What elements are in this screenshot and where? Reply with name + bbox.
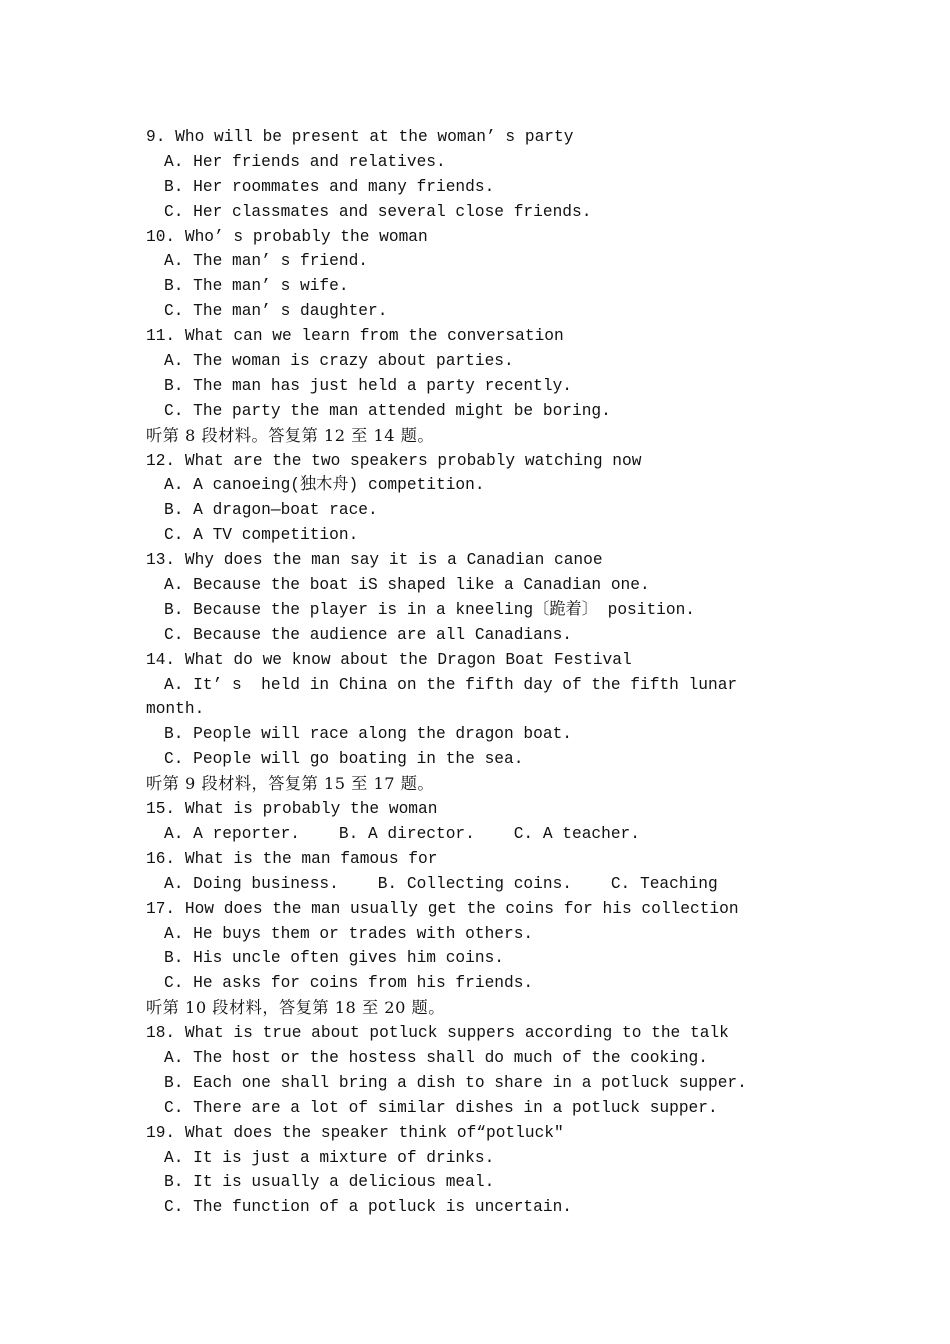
option-14a: A. It’ s held in China on the fifth day of the fifth lunar <box>164 675 738 694</box>
option-17c: C. He asks for coins from his friends. <box>164 974 534 993</box>
option-10b: B. The man’ s wife. <box>164 277 349 296</box>
question-15: 15. What is probably the woman <box>146 800 438 819</box>
option-10a: A. The man’ s friend. <box>164 252 368 271</box>
question-16: 16. What is the man famous for <box>146 849 438 868</box>
options-16: A. Doing business. B. Collecting coins. C. Teaching <box>164 874 718 893</box>
question-17: 17. How does the man usually get the coins for his collection <box>146 899 739 918</box>
option-10c: C. The man’ s daughter. <box>164 302 388 321</box>
option-14a-continued: month. <box>146 700 205 719</box>
option-18c: C. There are a lot of similar dishes in a potluck supper. <box>164 1098 718 1117</box>
option-12b: B. A dragon—boat race. <box>164 501 378 520</box>
question-19: 19. What does the speaker think of“potluck″ <box>146 1123 564 1142</box>
question-13: 13. Why does the man say it is a Canadian canoe <box>146 551 603 570</box>
exam-page <box>146 125 746 1220</box>
option-13a: A. Because the boat iS shaped like a Canadian one. <box>164 576 650 595</box>
option-17a: A. He buys them or trades with others. <box>164 924 534 943</box>
option-14b: B. People will race along the dragon boat. <box>164 725 572 744</box>
option-12c: C. A TV competition. <box>164 526 359 545</box>
question-12: 12. What are the two speakers probably watching now <box>146 451 642 470</box>
option-19a: A. It is just a mixture of drinks. <box>164 1148 495 1167</box>
option-17b: B. His uncle often gives him coins. <box>164 949 504 968</box>
option-11c: C. The party the man attended might be boring. <box>164 401 611 420</box>
question-18: 18. What is true about potluck suppers according to the talk <box>146 1024 729 1043</box>
section-instruction-9: 听第 9 段材料，答复第 15 至 17 题。 <box>146 774 435 794</box>
option-14c: C. People will go boating in the sea. <box>164 750 524 769</box>
section-instruction-8: 听第 8 段材料。答复第 12 至 14 题。 <box>146 425 435 445</box>
question-9: 9. Who will be present at the woman’ s party <box>146 128 574 146</box>
question-14: 14. What do we know about the Dragon Boat Festival <box>146 650 632 669</box>
option-18a: A. The host or the hostess shall do much of the cooking. <box>164 1048 708 1067</box>
options-15: A. A reporter. B. A director. C. A teacher. <box>164 824 640 843</box>
option-18b: B. Each one shall bring a dish to share in a potluck supper. <box>164 1073 747 1092</box>
question-10: 10. Who’ s probably the woman <box>146 227 428 246</box>
option-12a: A. A canoeing(独木舟) competition. <box>164 476 485 495</box>
section-instruction-10: 听第 10 段材料，答复第 18 至 20 题。 <box>146 998 445 1018</box>
option-11a: A. The woman is crazy about parties. <box>164 352 514 371</box>
option-11b: B. The man has just held a party recently. <box>164 376 572 395</box>
option-9c: C. Her classmates and several close friends. <box>164 202 592 221</box>
option-9a: A. Her friends and relatives. <box>164 152 446 171</box>
option-9b: B. Her roommates and many friends. <box>164 177 495 196</box>
option-13c: C. Because the audience are all Canadians. <box>164 625 572 644</box>
option-19b: B. It is usually a delicious meal. <box>164 1173 495 1192</box>
question-11: 11. What can we learn from the conversation <box>146 327 564 346</box>
option-19c: C. The function of a potluck is uncertain. <box>164 1198 572 1217</box>
option-13b: B. Because the player is in a kneeling〔跪着〕 position. <box>164 600 696 619</box>
